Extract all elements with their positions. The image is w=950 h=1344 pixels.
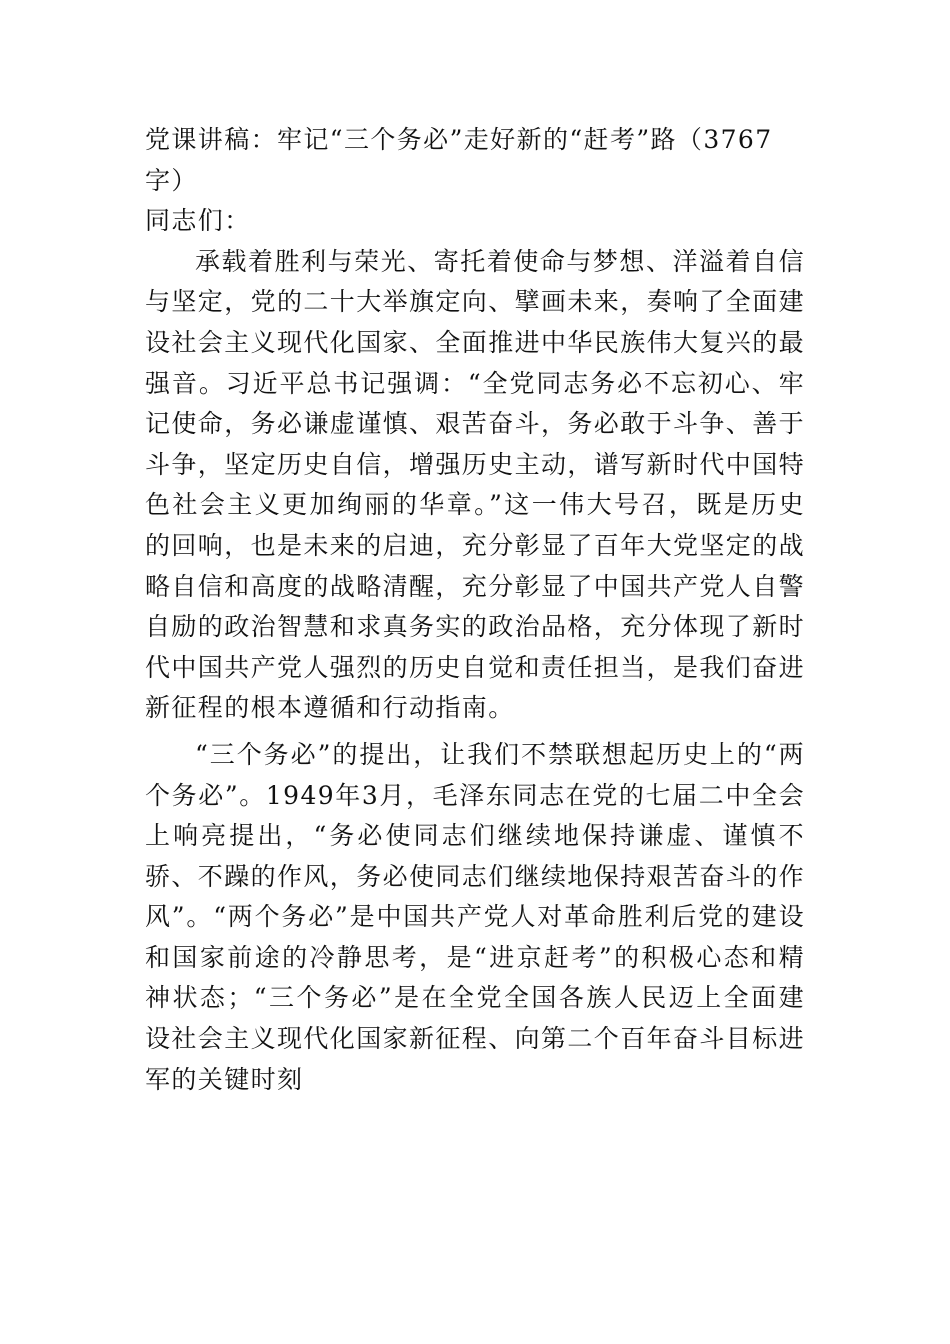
document-title: 党课讲稿：牢记“三个务必”走好新的“赶考”路（3767字）: [145, 125, 773, 195]
document-body: [145, 120, 805, 1100]
salutation: 同志们：: [145, 206, 251, 236]
paragraph-2: “三个务必”的提出，让我们不禁联想起历史上的“两个务必”。1949年3月，毛泽东同志在党的七届二中全会上响亮提出，“务必使同志们继续地保持谦虚、谨慎不骄、不躁的作风，务必使同志们继续地保持艰苦奋斗的作风”。“两个务必”是中国共产党人对革命胜利后党的建设和国家前途的冷静思考，是“进京赶考”的积极心态和精神状态；“三个务必”是在全党全国各族人民迈上全面建设社会主义现代化国家新征程、向第二个百年奋斗目标进军的关键时刻: [145, 739, 806, 1094]
paragraph-1: 承载着胜利与荣光、寄托着使命与梦想、洋溢着自信与坚定，党的二十大举旗定向、擘画未来，奏响了全面建设社会主义现代化国家、全面推进中华民族伟大复兴的最强音。习近平总书记强调：“全党同志务必不忘初心、牢记使命，务必谦虚谨慎、艰苦奋斗，务必敢于斗争、善于斗争，坚定历史自信，增强历史主动，谱写新时代中国特色社会主义更加绚丽的华章。”这一伟大号召，既是历史的回响，也是未来的启迪，充分彰显了百年大党坚定的战略自信和高度的战略清醒，充分彰显了中国共产党人自警自励的政治智慧和求真务实的政治品格，充分体现了新时代中国共产党人强烈的历史自觉和责任担当，是我们奋进新征程的根本遵循和行动指南。: [145, 246, 806, 723]
